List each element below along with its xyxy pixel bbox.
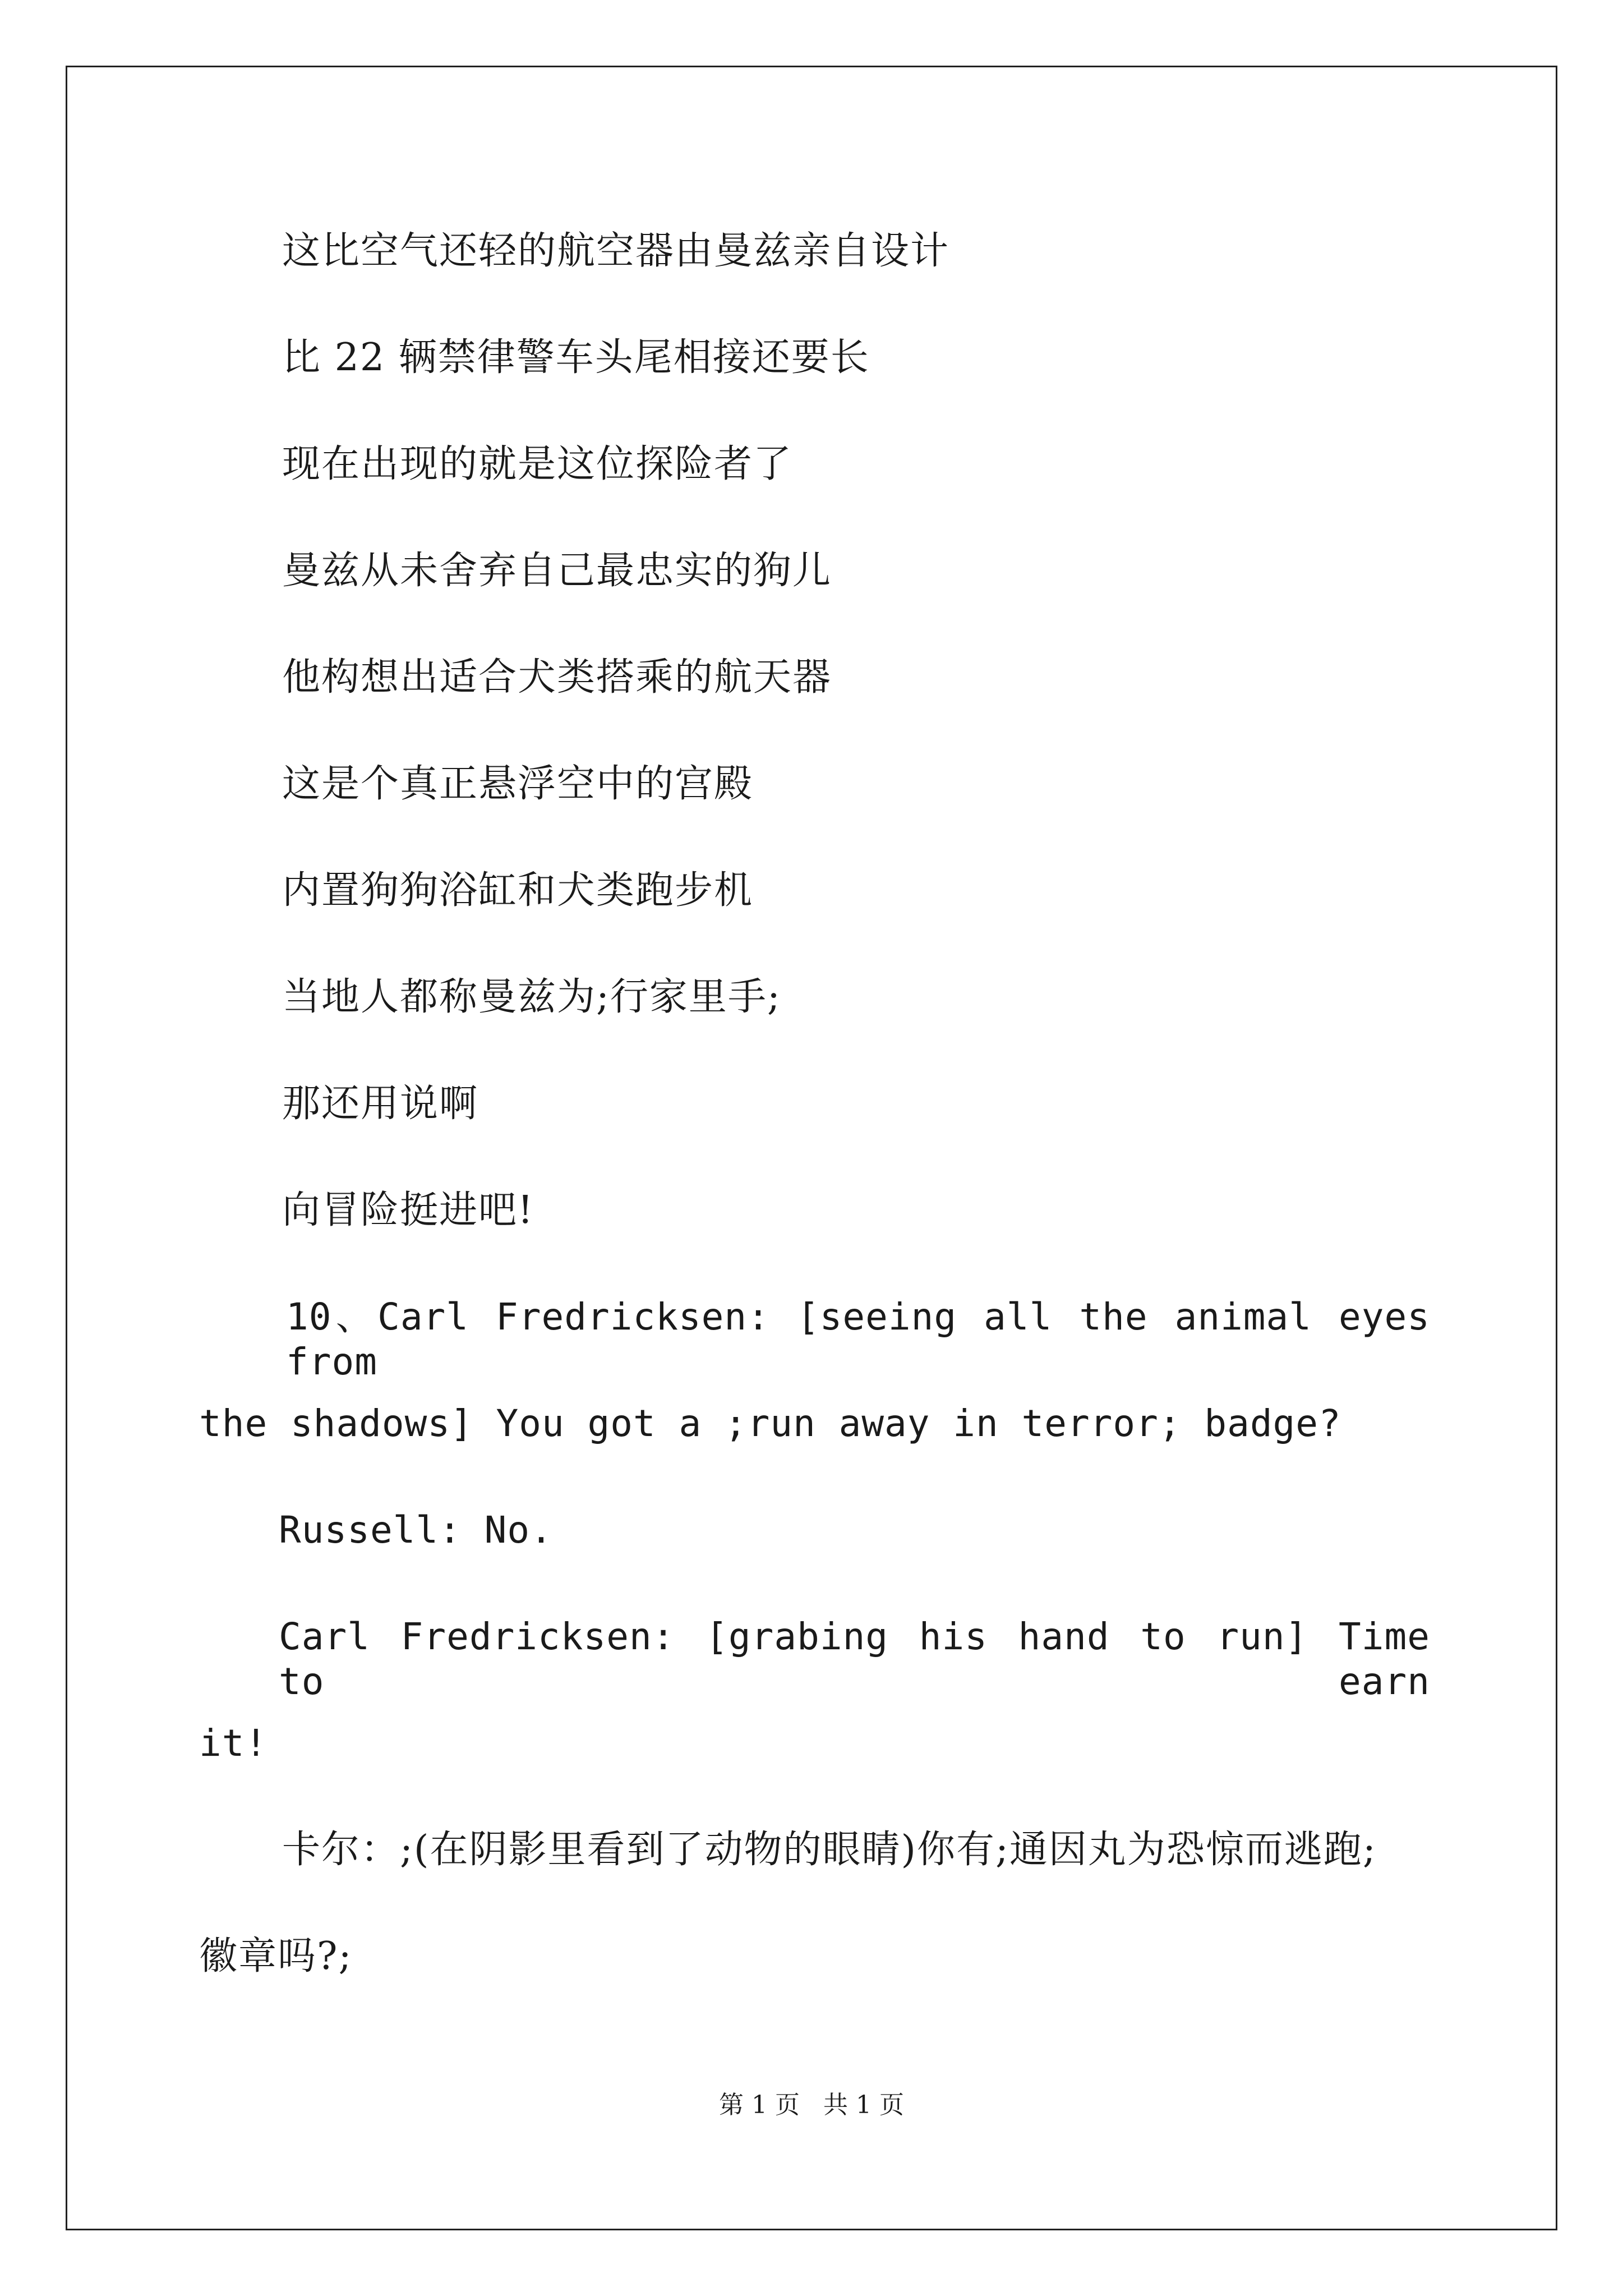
text-line-16: 卡尔：;(在阴影里看到了动物的眼睛)你有;通因丸为恐惊而逃跑; xyxy=(282,1828,1377,1872)
text-line-15: it! xyxy=(199,1722,268,1765)
text-line-14: Carl Fredricksen: [grabing his hand to run] Time to earn xyxy=(279,1615,1430,1703)
text-line-11: 10、Carl Fredricksen: [seeing all the animal eyes from xyxy=(286,1295,1430,1383)
text-line-12: the shadows] You got a ;run away in terror; badge? xyxy=(199,1402,1341,1445)
text-line-10: 向冒险挺进吧! xyxy=(282,1188,534,1232)
text-line-8: 当地人都称曼兹为;行家里手; xyxy=(282,975,781,1019)
text-line-5: 他构想出适合犬类搭乘的航天器 xyxy=(282,655,832,700)
text-line-1: 这比空气还轻的航空器由曼兹亲自设计 xyxy=(282,229,950,273)
text-line-13: Russell: No. xyxy=(279,1508,553,1552)
text-line-2: 比 22 辆禁律警车头尾相接还要长 xyxy=(282,335,870,380)
text-line-9: 那还用说啊 xyxy=(282,1082,479,1126)
text-line-6: 这是个真正悬浮空中的宫殿 xyxy=(282,762,754,806)
page-footer xyxy=(0,2090,1623,2121)
page-number: 第 1 页 xyxy=(719,2091,800,2119)
page-total: 共 1 页 xyxy=(823,2091,904,2119)
text-line-17: 徽章吗?; xyxy=(199,1934,353,1978)
page-border xyxy=(66,66,1557,2230)
text-line-3: 现在出现的就是这位探险者了 xyxy=(282,442,793,486)
text-line-4: 曼兹从未舍弃自己最忠实的狗儿 xyxy=(282,549,832,593)
text-line-7: 内置狗狗浴缸和犬类跑步机 xyxy=(282,868,754,913)
